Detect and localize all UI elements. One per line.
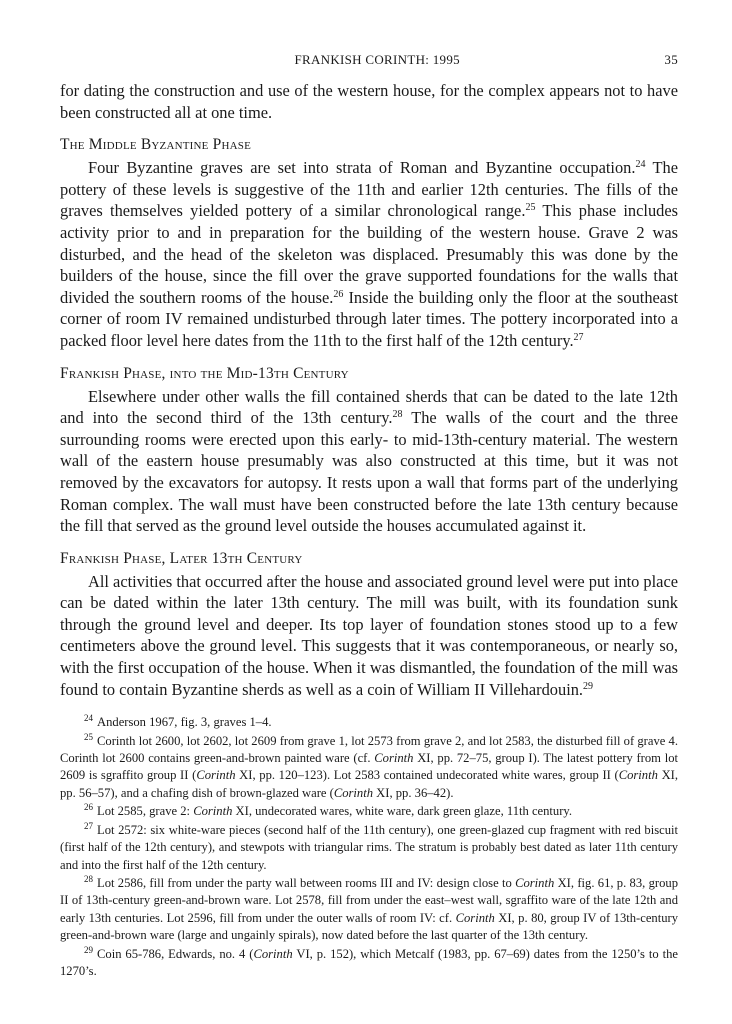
- text-run: The walls of the court and the three surrounding rooms were erected upon this early- to mid-13th-century material. The western wall of the eastern house presumably was also constructed at this time, but it was not removed by the excavators for autopsy. It rests upon a wall that forms part of the underlying Roman complex. The wall must have been constructed before the late 13th century because the fill that served as the ground level outside the houses accumulated against it.: [60, 408, 678, 536]
- footnote: [60, 733, 678, 803]
- text-run: Lot 2586, fill from under the party wall between rooms III and IV: design close to: [97, 875, 516, 890]
- section-paragraph: [60, 386, 678, 537]
- footnote: [60, 822, 678, 874]
- footnote-number: 25: [84, 731, 93, 742]
- page-number: 35: [664, 52, 678, 67]
- text-run: Corinth lot 2600, lot 2602, lot 2609 from grave 1, lot 2573 from grave 2, and lot 2583, the disturbed fill of grave 4. Corinth lot 2600 contains green-and-brown painted ware (cf.: [60, 733, 678, 766]
- text-run: XI, pp. 36–42).: [373, 785, 454, 800]
- footnote: [60, 946, 678, 981]
- footnote-reference: 25: [525, 202, 536, 214]
- text-run: Anderson 1967, fig. 3, graves 1–4.: [97, 715, 272, 730]
- italic-title: Corinth: [193, 804, 233, 819]
- text-run: Inside the building only the floor at the southeast corner of room IV remained undisturbed through later times. The pottery incorporated into a packed floor level here dates from the 11th to the first half of the 12th century.: [60, 287, 678, 350]
- text-run: XI, p. 80, group IV of 13th-century green-and-brown ware (large and ungainly spirals), now dated before the last quarter of the 13th century.: [60, 910, 678, 943]
- italic-title: Corinth: [333, 785, 374, 800]
- section-frankish-later-13th: [60, 549, 678, 701]
- footnote: [60, 875, 678, 945]
- footnote-number: 24: [84, 713, 93, 724]
- text-run: Lot 2585, grave 2:: [97, 804, 194, 819]
- italic-title: Corinth: [515, 875, 555, 890]
- italic-title: Corinth: [618, 768, 658, 783]
- text-run: XI, pp. 72–75, group I). The latest pottery from lot 2609 is sgraffito group II (: [60, 751, 679, 783]
- footnote-reference: 24: [635, 159, 646, 171]
- text-run: XI, pp. 120–123). Lot 2583 contained undecorated white wares, group II (: [235, 768, 619, 783]
- footnote-reference: 27: [573, 331, 584, 343]
- footnote: [60, 803, 678, 820]
- text-run: Four Byzantine graves are set into strata of Roman and Byzantine occupation.: [88, 158, 636, 178]
- section-heading: Frankish Phase, Later 13th Century: [60, 549, 303, 567]
- text-run: XI, fig. 61, p. 83, group II of 13th-century green-and-brown ware. Lot 2578, fill from under the east–west wall, sgraffito ware of the late 12th and early 13th centuries. Lot 2596, fill from under the outer walls of room IV: cf.: [60, 875, 678, 925]
- footnote: [60, 714, 678, 731]
- text-run: Lot 2572: six white-ware pieces (second half of the 11th century), one green-glazed cup fragment with red biscuit (first half of the 12th century), and stewpots with triangular rims. The stratum is probably best dated as later 11th century and into the first half of the 12th century.: [60, 822, 678, 872]
- italic-title: Corinth: [196, 768, 236, 783]
- text-run: All activities that occurred after the house and associated ground level were put into place can be dated within the later 13th century. The mill was built, with its foundation sunk through the ground level and deeper. Its top layer of foundation stones stood up to a few centimeters above the ground level. This suggests that it was contemporaneous, or nearly so, with the first occupation of the house. When it was dismantled, the foundation of the mill was found to contain Byzantine sherds as well as a coin of William II Villehardouin.: [60, 571, 678, 699]
- text-run: Coin 65-786, Edwards, no. 4 (: [97, 946, 254, 961]
- footnote-number: 29: [84, 944, 93, 955]
- section-paragraph: [60, 157, 678, 351]
- section-heading: Frankish Phase, into the Mid-13th Century: [60, 364, 349, 382]
- section-heading: The Middle Byzantine Phase: [60, 136, 252, 154]
- text-run: Elsewhere under other walls the fill contained sherds that can be dated to the late 12th and into the second third of the 13th century.: [60, 386, 678, 428]
- section-middle-byzantine: [60, 135, 678, 351]
- footnote-number: 28: [84, 873, 93, 884]
- italic-title: Corinth: [374, 751, 414, 766]
- footnotes: [60, 714, 678, 980]
- italic-title: Corinth: [253, 946, 293, 961]
- running-head-title: FRANKISH CORINTH: 1995: [294, 52, 460, 67]
- running-head: [60, 52, 678, 80]
- italic-title: Corinth: [455, 910, 495, 925]
- text-run: The pottery of these levels is suggestive of the 11th and earlier 12th centuries. The fills of the graves themselves yielded pottery of a similar chronological range.: [60, 158, 678, 221]
- footnote-number: 26: [84, 802, 93, 813]
- intro-paragraph: for dating the construction and use of the western house, for the complex appears not to have been constructed all at one time.: [60, 81, 678, 122]
- section-paragraph: [60, 571, 678, 701]
- section-frankish-mid-13th: [60, 364, 678, 537]
- footnote-reference: 26: [333, 288, 344, 300]
- page: [60, 52, 678, 981]
- text-run: VI, p. 152), which Metcalf (1983, pp. 67–69) dates from the 1250’s to the 1270’s.: [60, 946, 678, 978]
- text-run: This phase includes activity prior to and in preparation for the building of the western house. Grave 2 was disturbed, and the head of the skeleton was displaced. Presumably this was done by the builders of the house, since the fill over the grave supported foundations for the walls that divided the southern rooms of the house.: [60, 201, 679, 307]
- footnote-reference: 29: [583, 680, 594, 692]
- footnote-reference: 28: [392, 409, 403, 421]
- text-run: XI, pp. 56–57), and a chafing dish of brown-glazed ware (: [60, 768, 679, 800]
- text-run: XI, undecorated wares, white ware, dark green glaze, 11th century.: [232, 804, 573, 819]
- footnote-number: 27: [84, 820, 93, 831]
